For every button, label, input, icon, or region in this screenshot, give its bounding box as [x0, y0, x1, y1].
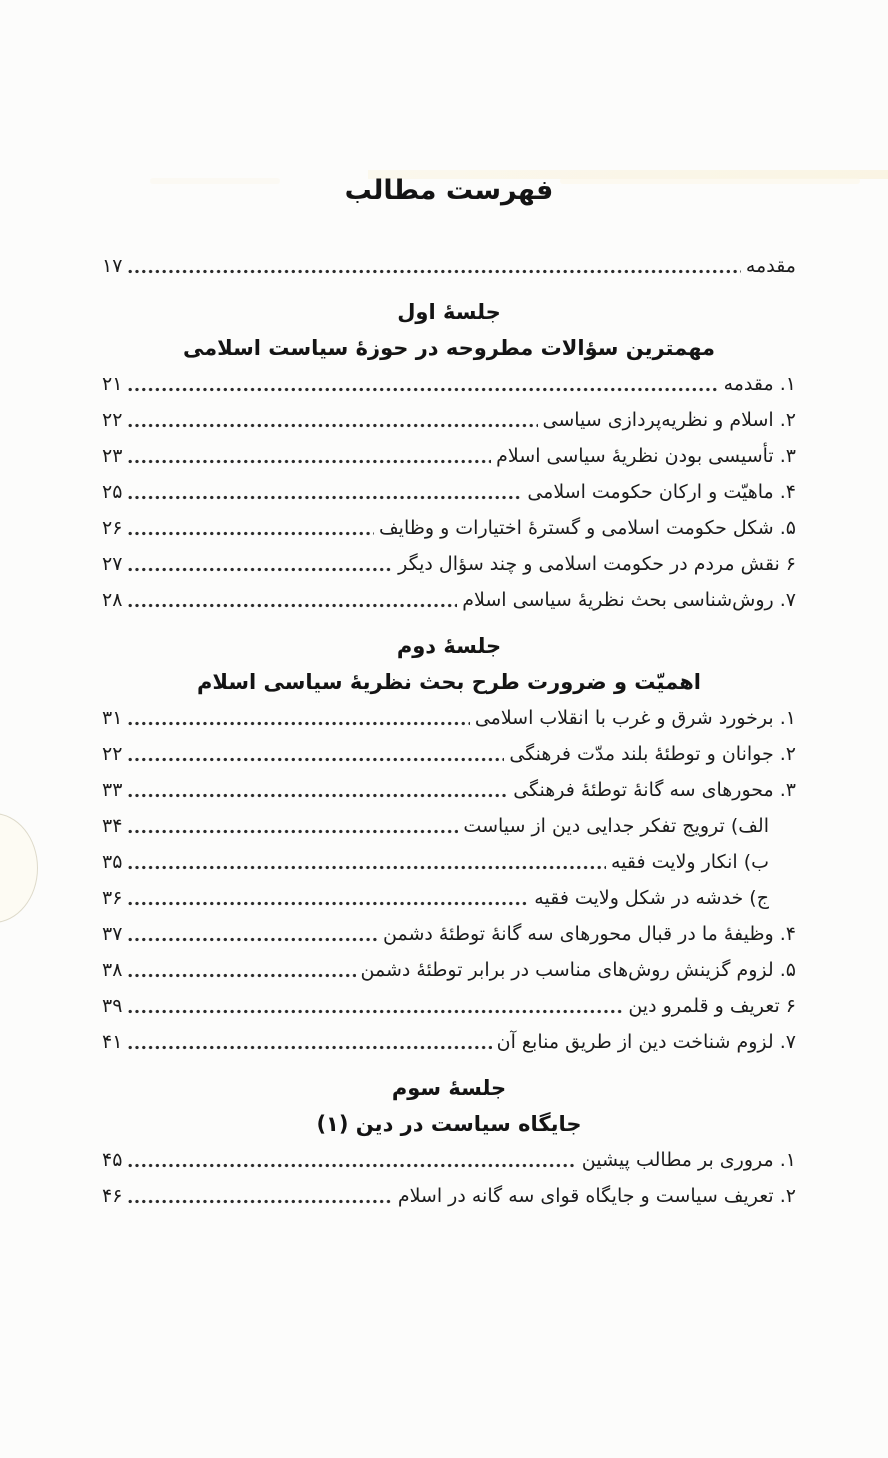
- toc-entry-page: ۲۲: [102, 743, 123, 765]
- leader-dots: [127, 936, 378, 944]
- toc-entry-label: ب) انکار ولایت فقیه: [610, 851, 769, 873]
- toc-entry-label: مقدمه: [745, 255, 796, 277]
- toc-entry-page: ۲۱: [102, 373, 123, 395]
- toc-entry: [102, 582, 796, 618]
- toc-entry-page: ۲۲: [102, 409, 123, 431]
- toc-entry-page: ۴۶: [102, 1185, 123, 1207]
- toc-entry-label: ۱. مقدمه: [723, 373, 796, 395]
- toc-entry-page: ۳۱: [102, 707, 123, 729]
- toc-entry-label: ۵. شکل حکومت اسلامی و گسترهٔ اختیارات و وظایف: [379, 517, 796, 539]
- toc-content: [0, 170, 888, 1214]
- leader-dots: [127, 530, 374, 538]
- toc-entry-label: ۱. برخورد شرق و غرب با انقلاب اسلامی: [474, 707, 796, 729]
- toc-entry-page: ۳۳: [102, 779, 123, 801]
- leader-dots: [127, 602, 457, 610]
- toc-entry-page: ۲۶: [102, 517, 123, 539]
- toc-entry: [102, 844, 796, 880]
- section-subtitle: اهمیّت و ضرورت طرح بحث نظریهٔ سیاسی اسلام: [197, 670, 701, 694]
- toc-entry-label: ۶ تعریف و قلمرو دین: [628, 995, 796, 1017]
- toc-entry: [102, 772, 796, 808]
- leader-dots: [127, 972, 355, 980]
- toc-entry: [102, 916, 796, 952]
- leader-dots: [127, 386, 718, 394]
- toc-entry-page: ۲۸: [102, 589, 123, 611]
- toc-entry-label: ۵. لزوم گزینش روش‌های مناسب در برابر توطئهٔ دشمن: [360, 959, 796, 981]
- toc-entry: [102, 546, 796, 582]
- leader-dots: [127, 268, 740, 276]
- toc-entry: [102, 1178, 796, 1214]
- leader-dots: [127, 792, 508, 800]
- toc-entry-page: ۴۱: [102, 1031, 123, 1053]
- leader-dots: [127, 1008, 623, 1016]
- toc-section-2: [102, 628, 796, 1060]
- toc-entry: [102, 474, 796, 510]
- toc-entry-label: ۷. لزوم شناخت دین از طریق منابع آن: [496, 1031, 796, 1053]
- leader-dots: [127, 900, 529, 908]
- toc-entry-page: ۳۷: [102, 923, 123, 945]
- toc-entry-label: الف) ترویج تفکر جدایی دین از سیاست: [463, 815, 769, 837]
- page-title: فهرست مطالب: [344, 175, 554, 206]
- leader-dots: [127, 864, 606, 872]
- toc-entry: [102, 1142, 796, 1178]
- section-subtitle: جایگاه سیاست در دین (۱): [316, 1112, 582, 1136]
- toc-entry-page: ۱۷: [102, 255, 123, 277]
- section-subtitle: مهمترین سؤالات مطروحه در حوزهٔ سیاست اسلامی: [182, 336, 716, 360]
- toc-entry-page: ۳۶: [102, 887, 123, 909]
- toc-entry-page: ۳۹: [102, 995, 123, 1017]
- toc-entry-label: ۳. تأسیسی بودن نظریهٔ سیاسی اسلام: [496, 445, 796, 467]
- toc-entry-label: ۳. محورهای سه گانهٔ توطئهٔ فرهنگی: [513, 779, 796, 801]
- toc-entry: [102, 1024, 796, 1060]
- toc-entry-label: ۴. ماهیّت و ارکان حکومت اسلامی: [527, 481, 796, 503]
- toc-entry-label: ۶ نقش مردم در حکومت اسلامی و چند سؤال دیگر: [398, 553, 796, 575]
- leader-dots: [127, 828, 458, 836]
- leader-dots: [127, 1198, 392, 1206]
- toc-entry: [102, 880, 796, 916]
- toc-entry-page: ۳۵: [102, 851, 123, 873]
- leader-dots: [127, 756, 504, 764]
- toc-entry-page: ۳۴: [102, 815, 123, 837]
- toc-entry-label: ۲. جوانان و توطئهٔ بلند مدّت فرهنگی: [509, 743, 796, 765]
- leader-dots: [127, 1044, 491, 1052]
- toc-entry-label: ۱. مروری بر مطالب پیشین: [581, 1149, 796, 1171]
- toc-entry: [102, 808, 796, 844]
- toc-entry-page: ۲۵: [102, 481, 123, 503]
- toc-section-1: [102, 294, 796, 618]
- toc-entry-label: ج) خدشه در شکل ولایت فقیه: [534, 887, 769, 909]
- leader-dots: [127, 494, 522, 502]
- toc-entry-page: ۳۸: [102, 959, 123, 981]
- leader-dots: [127, 422, 537, 430]
- toc-entry-label: ۷. روش‌شناسی بحث نظریهٔ سیاسی اسلام: [462, 589, 796, 611]
- leader-dots: [127, 720, 469, 728]
- leader-dots: [127, 458, 491, 466]
- toc-entry: [102, 700, 796, 736]
- toc-entry: [102, 248, 796, 284]
- toc-entry: [102, 402, 796, 438]
- toc-entry: [102, 952, 796, 988]
- section-title: جلسهٔ دوم: [396, 634, 502, 658]
- toc-entry-label: ۴. وظیفهٔ ما در قبال محورهای سه گانهٔ توطئهٔ دشمن: [383, 923, 796, 945]
- toc-section-3: [102, 1070, 796, 1214]
- toc-entry-label: ۲. اسلام و نظریه‌پردازی سیاسی: [542, 409, 796, 431]
- toc-entry: [102, 510, 796, 546]
- section-title: جلسهٔ اول: [397, 300, 501, 324]
- toc-entry: [102, 366, 796, 402]
- toc-entry: [102, 438, 796, 474]
- toc-entry-label: ۲. تعریف سیاست و جایگاه قوای سه گانه در اسلام: [397, 1185, 796, 1207]
- leader-dots: [127, 1162, 576, 1170]
- section-title: جلسهٔ سوم: [391, 1076, 507, 1100]
- toc-entry: [102, 988, 796, 1024]
- scanned-toc-page: [0, 170, 888, 1458]
- toc-entry-page: ۲۳: [102, 445, 123, 467]
- toc-entry: [102, 736, 796, 772]
- toc-entry-page: ۲۷: [102, 553, 123, 575]
- leader-dots: [127, 566, 393, 574]
- toc-entry-page: ۴۵: [102, 1149, 123, 1171]
